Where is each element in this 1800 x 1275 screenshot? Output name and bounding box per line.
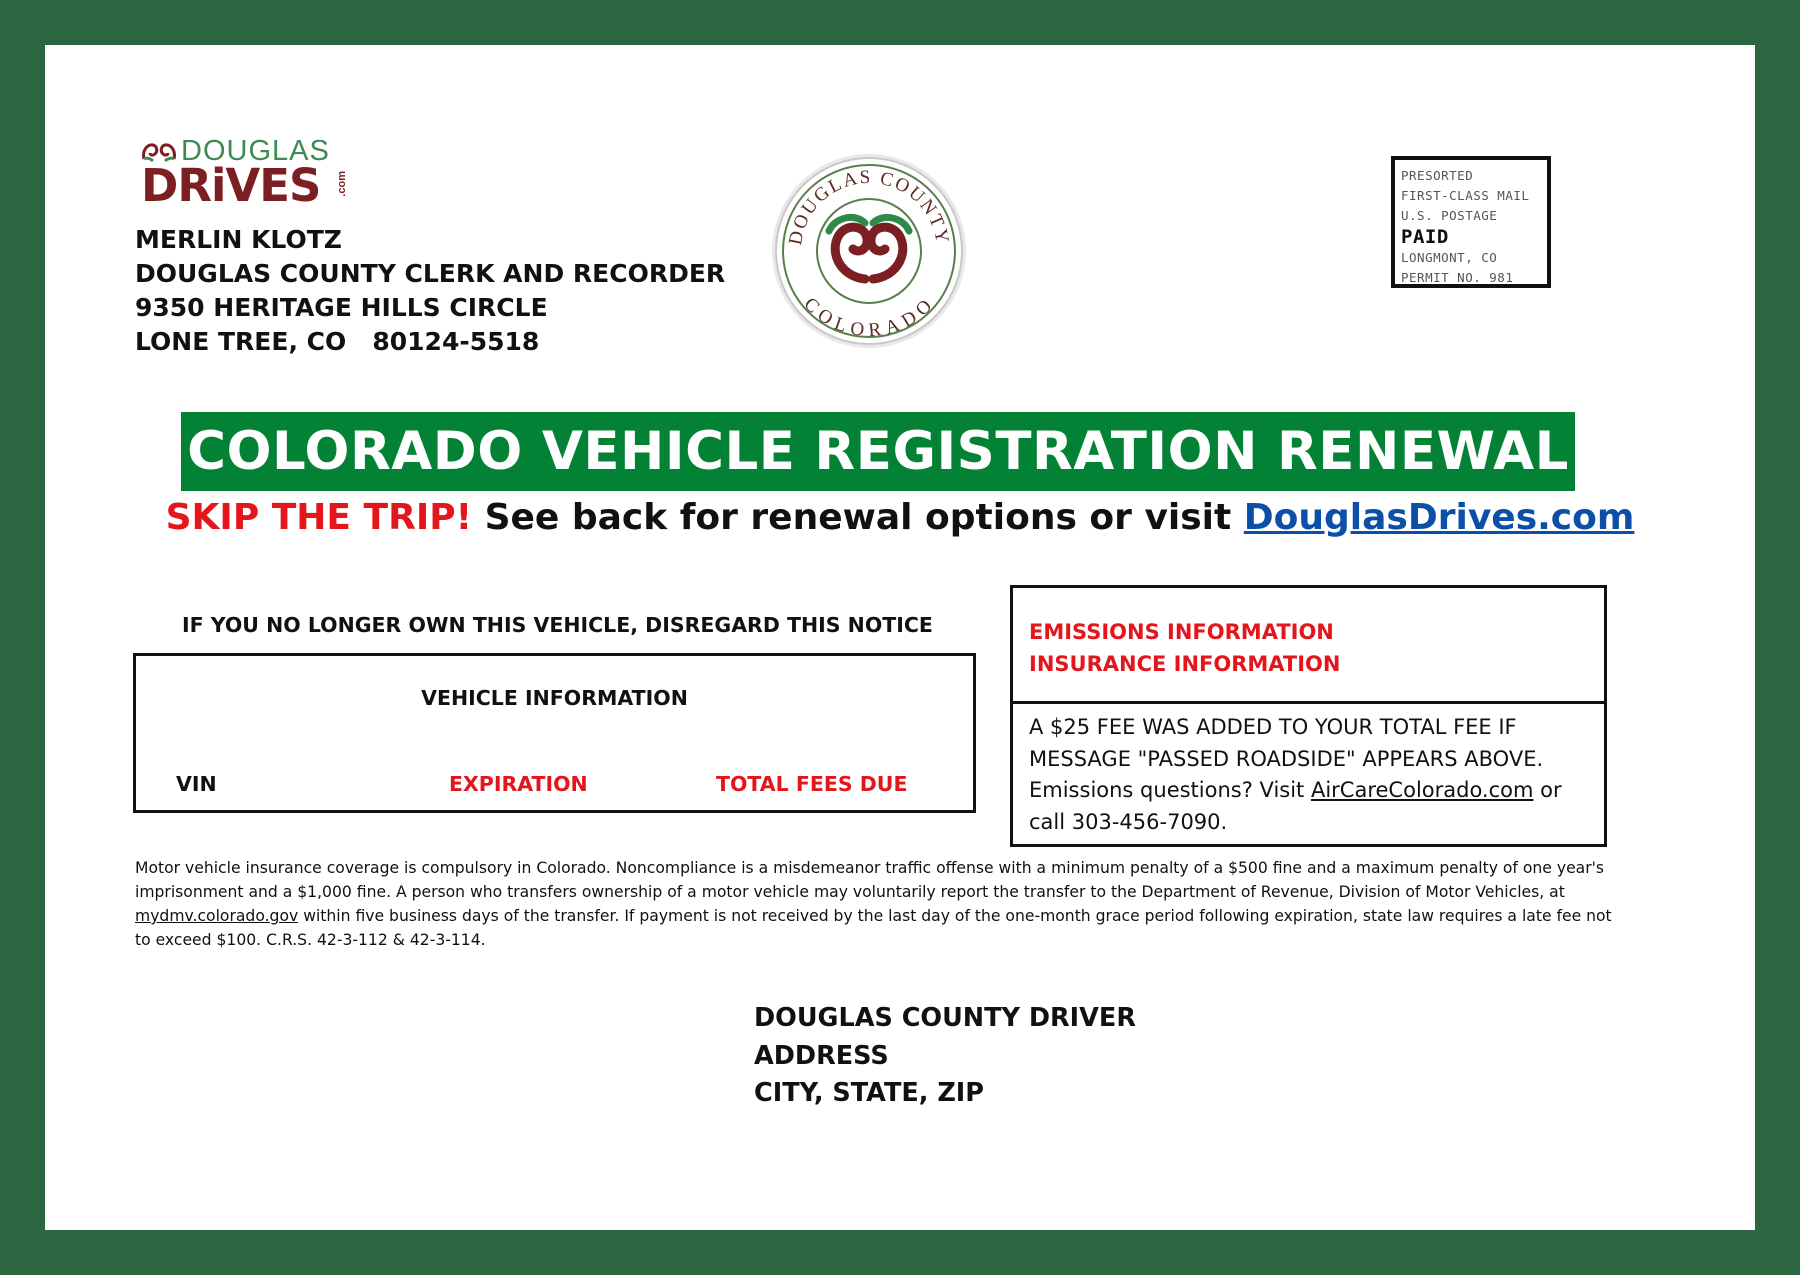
recipient-address: [754, 1000, 1136, 1113]
recipient-street: ADDRESS: [754, 1040, 889, 1071]
postage-line-6: PERMIT NO. 981: [1401, 270, 1514, 285]
aircare-link[interactable]: AirCareColorado.com: [1310, 778, 1534, 802]
skip-the-trip-tagline: [45, 491, 1755, 545]
fine-print-part-1: Motor vehicle insurance coverage is compulsory in Colorado. Noncompliance is a misdemeanor traffic offense with a minimum penalty of a $500 fine and a maximum penalty of one year's imprisonment and a $1,000 fine. A person who transfers ownership of a motor vehicle may voluntarily report the transfer to the Department of Revenue, Division of Motor Vehicles, at: [135, 859, 1605, 901]
douglas-drives-logo: [141, 135, 371, 212]
return-name: MERLIN KLOTZ: [135, 225, 342, 254]
postage-line-2: FIRST-CLASS MAIL: [1401, 188, 1530, 203]
vehicle-information-title: VEHICLE INFORMATION: [421, 686, 688, 710]
fine-print-part-2: within five business days of the transfer. If payment is not received by the last day of the one-month grace period following expiration, state law requires a late fee not to exceed $100. C.R.S. 42-3-112 & 42-3-114.: [135, 907, 1612, 949]
seal-bottom-text: COLORADO: [799, 293, 939, 342]
emissions-information-label: EMISSIONS INFORMATION: [1029, 620, 1334, 644]
return-street: 9350 HERITAGE HILLS CIRCLE: [135, 293, 548, 322]
postage-indicia: [1391, 156, 1551, 288]
return-office: DOUGLAS COUNTY CLERK AND RECORDER: [135, 259, 726, 288]
emissions-notice: [1013, 704, 1604, 838]
vehicle-information-box: [133, 653, 976, 813]
logo-suffix: .com: [336, 171, 348, 197]
emissions-line-3-pre: Emissions questions? Visit: [1029, 778, 1311, 802]
postage-line-5: LONGMONT, CO: [1401, 250, 1498, 265]
county-seal: [769, 151, 969, 351]
mydmv-link[interactable]: mydmv.colorado.gov: [135, 907, 299, 925]
emissions-insurance-box: [1010, 585, 1607, 847]
emissions-line-1: A $25 FEE WAS ADDED TO YOUR TOTAL FEE IF: [1029, 715, 1517, 739]
postage-line-3: U.S. POSTAGE: [1401, 208, 1498, 223]
disregard-notice: IF YOU NO LONGER OWN THIS VEHICLE, DISREGARD THIS NOTICE: [182, 613, 933, 637]
emissions-line-4: call 303-456-7090.: [1029, 809, 1228, 834]
emissions-insurance-header: [1013, 588, 1604, 704]
return-address: [135, 223, 725, 359]
logo-top-text: DOUGLAS: [181, 135, 330, 167]
legal-fine-print: [135, 856, 1615, 952]
postage-line-1: PRESORTED: [1401, 168, 1474, 183]
expiration-label: EXPIRATION: [449, 772, 588, 796]
logo-main-text: DRiVES: [141, 159, 321, 212]
douglasdrives-link[interactable]: DouglasDrives.com: [1243, 497, 1635, 538]
postage-paid: PAID: [1401, 226, 1449, 248]
recipient-name: DOUGLAS COUNTY DRIVER: [754, 1003, 1136, 1033]
vin-label: VIN: [176, 772, 217, 796]
emissions-line-3-post: or: [1533, 778, 1562, 802]
total-fees-due-label: TOTAL FEES DUE: [716, 772, 908, 796]
tagline-middle-text: See back for renewal options or visit: [472, 497, 1244, 538]
emissions-line-3: [1029, 775, 1604, 807]
seal-top-text: DOUGLAS COUNTY: [785, 166, 953, 247]
skip-the-trip-text: SKIP THE TRIP!: [165, 497, 473, 538]
registration-renewal-card: [45, 45, 1755, 1230]
insurance-information-label: INSURANCE INFORMATION: [1029, 652, 1341, 676]
title-banner: COLORADO VEHICLE REGISTRATION RENEWAL: [181, 412, 1575, 491]
return-city: LONE TREE, CO 80124-5518: [135, 327, 540, 356]
recipient-city: CITY, STATE, ZIP: [754, 1078, 984, 1108]
emissions-line-2: MESSAGE "PASSED ROADSIDE" APPEARS ABOVE.: [1029, 746, 1544, 771]
